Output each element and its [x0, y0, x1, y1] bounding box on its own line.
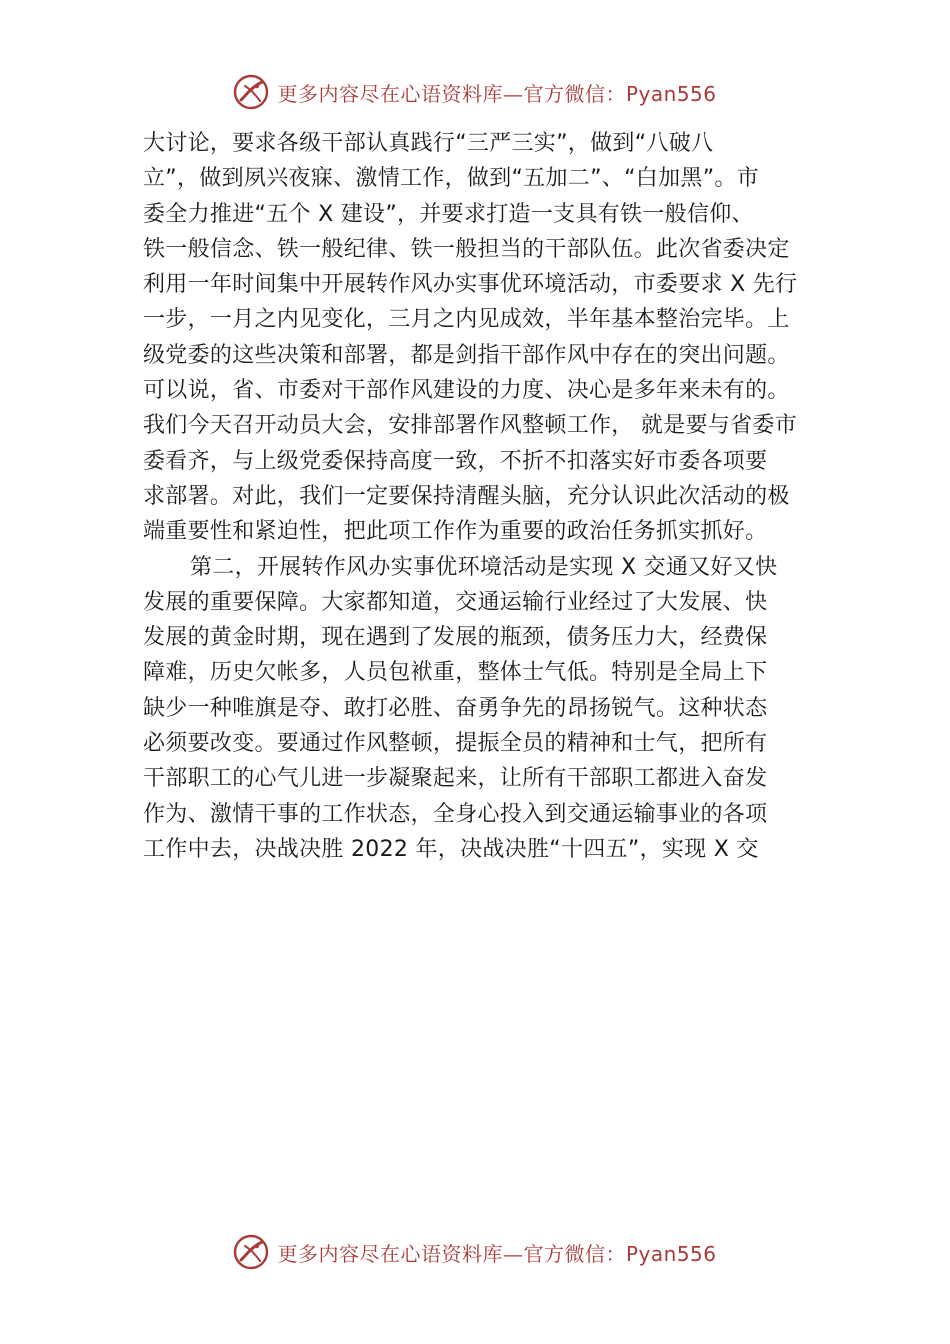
- text-line: 发展的重要保障。大家都知道，交通运输行业经过了大发展、快: [143, 589, 768, 615]
- watermark-id: Pyan556: [625, 81, 717, 106]
- text-line: 干部职工的心气儿进一步凝聚起来，让所有干部职工都进入奋发: [143, 766, 768, 792]
- watermark-text: [277, 1238, 716, 1267]
- text-line: 缺少一种唯旗是夺、敢打必胜、奋勇争先的昂扬锐气。这种状态: [143, 695, 768, 721]
- watermark-label: 更多内容尽在心语资料库—官方微信：: [277, 1241, 626, 1266]
- text-line: 发展的黄金时期，现在遇到了发展的瓶颈，债务压力大，经费保: [143, 625, 768, 651]
- watermark-id: Pyan556: [625, 1241, 717, 1266]
- text-line: 可以说，省、市委对干部作风建设的力度、决心是多年来未有的。: [143, 378, 790, 404]
- text-line: 一步，一月之内见变化，三月之内见成效，半年基本整治完毕。上: [143, 307, 790, 333]
- text-line: 委全力推进“五个 X 建设”，并要求打造一支具有铁一般信仰、: [143, 201, 754, 227]
- paragraph-2: [143, 550, 821, 868]
- text-line: 必须要改变。要通过作风整顿，提振全员的精神和士气，把所有: [143, 731, 768, 757]
- text-line: 端重要性和紧迫性，把此项工作作为重要的政治任务抓实抓好。: [143, 519, 768, 545]
- text-line: 第二，开展转作风办实事优环境活动是实现 X 交通又好又快: [190, 554, 778, 580]
- watermark-header: [0, 70, 950, 114]
- logo-icon: [233, 1234, 269, 1270]
- text-line: 铁一般信念、铁一般纪律、铁一般担当的干部队伍。此次省委决定: [143, 236, 790, 262]
- text-line: 工作中去，决战决胜 2022 年，决战决胜“十四五”，实现 X 交: [143, 836, 759, 862]
- watermark-label: 更多内容尽在心语资料库—官方微信：: [277, 81, 626, 106]
- text-line: 大讨论，要求各级干部认真践行“三严三实”，做到“八破八: [143, 131, 714, 156]
- watermark-footer: [0, 1230, 950, 1274]
- text-line: 立”，做到夙兴夜寐、激情工作，做到“五加二”、“白加黑”。市: [143, 166, 759, 192]
- text-line: 作为、激情干事的工作状态，全身心投入到交通运输事业的各项: [143, 801, 768, 827]
- text-line: 委看齐，与上级党委保持高度一致，不折不扣落实好市委各项要: [143, 448, 768, 474]
- text-line: 级党委的这些决策和部署，都是剑指干部作风中存在的突出问题。: [143, 342, 790, 368]
- watermark-text: [277, 78, 716, 107]
- document-body: [143, 126, 821, 867]
- text-line: 我们今天召开动员大会，安排部署作风整顿工作， 就是要与省委市: [143, 413, 797, 439]
- logo-icon: [233, 74, 269, 110]
- paragraph-1: [143, 126, 821, 550]
- text-line: 障难，历史欠帐多，人员包袱重，整体士气低。特别是全局上下: [143, 660, 768, 686]
- text-line: 求部署。对此，我们一定要保持清醒头脑，充分认识此次活动的极: [143, 483, 790, 509]
- text-line: 利用一年时间集中开展转作风办实事优环境活动，市委要求 X 先行: [143, 272, 798, 298]
